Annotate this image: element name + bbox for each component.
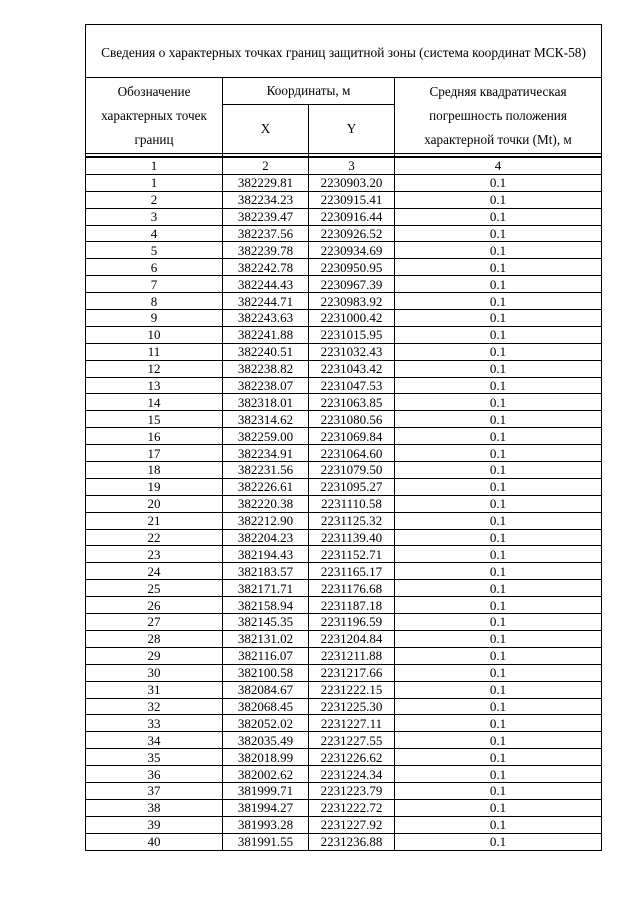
boundary-points-table xyxy=(85,24,602,851)
header-designation: Обозначение характерных точек границ xyxy=(86,78,223,154)
table-row xyxy=(86,766,602,783)
table-row xyxy=(86,732,602,749)
error-cell: 0.1 xyxy=(395,782,602,799)
x-coordinate-cell: 381993.28 xyxy=(223,816,309,833)
point-number-cell: 34 xyxy=(86,732,223,749)
table-row xyxy=(86,326,602,343)
y-coordinate-cell: 2231227.55 xyxy=(309,732,395,749)
y-coordinate-cell: 2231015.95 xyxy=(309,326,395,343)
point-number-cell: 22 xyxy=(86,529,223,546)
point-number-cell: 35 xyxy=(86,749,223,766)
x-coordinate-cell: 382226.61 xyxy=(223,478,309,495)
table-row xyxy=(86,580,602,597)
point-number-cell: 14 xyxy=(86,394,223,411)
y-coordinate-cell: 2231152.71 xyxy=(309,546,395,563)
point-number-cell: 17 xyxy=(86,445,223,462)
point-number-cell: 2 xyxy=(86,191,223,208)
error-cell: 0.1 xyxy=(395,495,602,512)
y-coordinate-cell: 2231047.53 xyxy=(309,377,395,394)
point-number-cell: 4 xyxy=(86,225,223,242)
table-row xyxy=(86,799,602,816)
error-cell: 0.1 xyxy=(395,191,602,208)
point-number-cell: 6 xyxy=(86,259,223,276)
error-cell: 0.1 xyxy=(395,326,602,343)
document-page xyxy=(85,24,601,851)
x-coordinate-cell: 382212.90 xyxy=(223,512,309,529)
table-row xyxy=(86,647,602,664)
header-y: Y xyxy=(309,105,395,154)
x-coordinate-cell: 382183.57 xyxy=(223,563,309,580)
error-cell: 0.1 xyxy=(395,174,602,191)
y-coordinate-cell: 2231063.85 xyxy=(309,394,395,411)
error-cell: 0.1 xyxy=(395,242,602,259)
table-row xyxy=(86,191,602,208)
error-cell: 0.1 xyxy=(395,529,602,546)
error-cell: 0.1 xyxy=(395,698,602,715)
point-number-cell: 23 xyxy=(86,546,223,563)
point-number-cell: 31 xyxy=(86,681,223,698)
table-row xyxy=(86,377,602,394)
x-coordinate-cell: 382018.99 xyxy=(223,749,309,766)
y-coordinate-cell: 2231223.79 xyxy=(309,782,395,799)
error-cell: 0.1 xyxy=(395,766,602,783)
x-coordinate-cell: 382237.56 xyxy=(223,225,309,242)
point-number-cell: 5 xyxy=(86,242,223,259)
x-coordinate-cell: 382242.78 xyxy=(223,259,309,276)
x-coordinate-cell: 382220.38 xyxy=(223,495,309,512)
error-cell: 0.1 xyxy=(395,259,602,276)
y-coordinate-cell: 2230926.52 xyxy=(309,225,395,242)
point-number-cell: 33 xyxy=(86,715,223,732)
x-coordinate-cell: 382116.07 xyxy=(223,647,309,664)
y-coordinate-cell: 2231043.42 xyxy=(309,360,395,377)
error-cell: 0.1 xyxy=(395,799,602,816)
error-cell: 0.1 xyxy=(395,462,602,479)
table-row xyxy=(86,816,602,833)
x-coordinate-cell: 382035.49 xyxy=(223,732,309,749)
x-coordinate-cell: 382002.62 xyxy=(223,766,309,783)
column-number-row xyxy=(86,157,602,174)
x-coordinate-cell: 382239.47 xyxy=(223,208,309,225)
x-coordinate-cell: 382244.43 xyxy=(223,276,309,293)
y-coordinate-cell: 2231226.62 xyxy=(309,749,395,766)
x-coordinate-cell: 382145.35 xyxy=(223,614,309,631)
y-coordinate-cell: 2231224.34 xyxy=(309,766,395,783)
error-cell: 0.1 xyxy=(395,546,602,563)
table-row xyxy=(86,630,602,647)
point-number-cell: 25 xyxy=(86,580,223,597)
error-cell: 0.1 xyxy=(395,732,602,749)
x-coordinate-cell: 381991.55 xyxy=(223,833,309,850)
point-number-cell: 29 xyxy=(86,647,223,664)
table-row xyxy=(86,310,602,327)
error-cell: 0.1 xyxy=(395,715,602,732)
error-cell: 0.1 xyxy=(395,394,602,411)
x-coordinate-cell: 382244.71 xyxy=(223,293,309,310)
table-row xyxy=(86,664,602,681)
error-cell: 0.1 xyxy=(395,816,602,833)
point-number-cell: 20 xyxy=(86,495,223,512)
x-coordinate-cell: 382158.94 xyxy=(223,597,309,614)
table-row xyxy=(86,529,602,546)
table-row xyxy=(86,174,602,191)
table-row xyxy=(86,495,602,512)
table-row xyxy=(86,597,602,614)
x-coordinate-cell: 382234.23 xyxy=(223,191,309,208)
table-row xyxy=(86,462,602,479)
point-number-cell: 40 xyxy=(86,833,223,850)
table-title-row xyxy=(86,25,602,78)
point-number-cell: 10 xyxy=(86,326,223,343)
point-number-cell: 27 xyxy=(86,614,223,631)
y-coordinate-cell: 2231196.59 xyxy=(309,614,395,631)
y-coordinate-cell: 2230915.41 xyxy=(309,191,395,208)
error-cell: 0.1 xyxy=(395,411,602,428)
x-coordinate-cell: 382318.01 xyxy=(223,394,309,411)
error-cell: 0.1 xyxy=(395,276,602,293)
point-number-cell: 11 xyxy=(86,343,223,360)
point-number-cell: 3 xyxy=(86,208,223,225)
x-coordinate-cell: 382239.78 xyxy=(223,242,309,259)
point-number-cell: 19 xyxy=(86,478,223,495)
y-coordinate-cell: 2231222.72 xyxy=(309,799,395,816)
column-number: 1 xyxy=(86,157,223,174)
table-body xyxy=(86,157,602,850)
y-coordinate-cell: 2231064.60 xyxy=(309,445,395,462)
x-coordinate-cell: 382231.56 xyxy=(223,462,309,479)
table-row xyxy=(86,698,602,715)
point-number-cell: 12 xyxy=(86,360,223,377)
error-cell: 0.1 xyxy=(395,614,602,631)
y-coordinate-cell: 2231000.42 xyxy=(309,310,395,327)
error-cell: 0.1 xyxy=(395,512,602,529)
point-number-cell: 7 xyxy=(86,276,223,293)
y-coordinate-cell: 2231079.50 xyxy=(309,462,395,479)
y-coordinate-cell: 2231204.84 xyxy=(309,630,395,647)
table-row xyxy=(86,394,602,411)
point-number-cell: 16 xyxy=(86,428,223,445)
y-coordinate-cell: 2231222.15 xyxy=(309,681,395,698)
point-number-cell: 26 xyxy=(86,597,223,614)
header-row-1 xyxy=(86,78,602,105)
table-row xyxy=(86,749,602,766)
x-coordinate-cell: 382131.02 xyxy=(223,630,309,647)
table-row xyxy=(86,681,602,698)
y-coordinate-cell: 2231236.88 xyxy=(309,833,395,850)
y-coordinate-cell: 2231032.43 xyxy=(309,343,395,360)
y-coordinate-cell: 2231187.18 xyxy=(309,597,395,614)
y-coordinate-cell: 2231217.66 xyxy=(309,664,395,681)
table-row xyxy=(86,360,602,377)
table-row xyxy=(86,225,602,242)
error-cell: 0.1 xyxy=(395,208,602,225)
y-coordinate-cell: 2230934.69 xyxy=(309,242,395,259)
table-row xyxy=(86,614,602,631)
x-coordinate-cell: 382259.00 xyxy=(223,428,309,445)
table-row xyxy=(86,715,602,732)
error-cell: 0.1 xyxy=(395,445,602,462)
error-cell: 0.1 xyxy=(395,377,602,394)
table-row xyxy=(86,242,602,259)
x-coordinate-cell: 382238.07 xyxy=(223,377,309,394)
error-cell: 0.1 xyxy=(395,630,602,647)
table-row xyxy=(86,343,602,360)
x-coordinate-cell: 382243.63 xyxy=(223,310,309,327)
point-number-cell: 30 xyxy=(86,664,223,681)
x-coordinate-cell: 381994.27 xyxy=(223,799,309,816)
y-coordinate-cell: 2231176.68 xyxy=(309,580,395,597)
x-coordinate-cell: 382194.43 xyxy=(223,546,309,563)
y-coordinate-cell: 2230916.44 xyxy=(309,208,395,225)
y-coordinate-cell: 2231125.32 xyxy=(309,512,395,529)
table-row xyxy=(86,293,602,310)
point-number-cell: 38 xyxy=(86,799,223,816)
error-cell: 0.1 xyxy=(395,310,602,327)
column-number: 4 xyxy=(395,157,602,174)
error-cell: 0.1 xyxy=(395,681,602,698)
table-row xyxy=(86,833,602,850)
x-coordinate-cell: 381999.71 xyxy=(223,782,309,799)
table-row xyxy=(86,259,602,276)
error-cell: 0.1 xyxy=(395,293,602,310)
table-row xyxy=(86,782,602,799)
y-coordinate-cell: 2231080.56 xyxy=(309,411,395,428)
y-coordinate-cell: 2231211.88 xyxy=(309,647,395,664)
table-row xyxy=(86,445,602,462)
x-coordinate-cell: 382314.62 xyxy=(223,411,309,428)
error-cell: 0.1 xyxy=(395,478,602,495)
y-coordinate-cell: 2230967.39 xyxy=(309,276,395,293)
error-cell: 0.1 xyxy=(395,647,602,664)
point-number-cell: 28 xyxy=(86,630,223,647)
y-coordinate-cell: 2231165.17 xyxy=(309,563,395,580)
error-cell: 0.1 xyxy=(395,833,602,850)
x-coordinate-cell: 382229.81 xyxy=(223,174,309,191)
x-coordinate-cell: 382084.67 xyxy=(223,681,309,698)
table-row xyxy=(86,411,602,428)
y-coordinate-cell: 2231139.40 xyxy=(309,529,395,546)
x-coordinate-cell: 382234.91 xyxy=(223,445,309,462)
error-cell: 0.1 xyxy=(395,225,602,242)
header-x: X xyxy=(223,105,309,154)
y-coordinate-cell: 2231110.58 xyxy=(309,495,395,512)
x-coordinate-cell: 382240.51 xyxy=(223,343,309,360)
point-number-cell: 37 xyxy=(86,782,223,799)
point-number-cell: 18 xyxy=(86,462,223,479)
error-cell: 0.1 xyxy=(395,563,602,580)
error-cell: 0.1 xyxy=(395,580,602,597)
error-cell: 0.1 xyxy=(395,597,602,614)
point-number-cell: 15 xyxy=(86,411,223,428)
table-row xyxy=(86,208,602,225)
x-coordinate-cell: 382052.02 xyxy=(223,715,309,732)
point-number-cell: 8 xyxy=(86,293,223,310)
error-cell: 0.1 xyxy=(395,360,602,377)
point-number-cell: 9 xyxy=(86,310,223,327)
point-number-cell: 36 xyxy=(86,766,223,783)
error-cell: 0.1 xyxy=(395,428,602,445)
y-coordinate-cell: 2230950.95 xyxy=(309,259,395,276)
y-coordinate-cell: 2231095.27 xyxy=(309,478,395,495)
point-number-cell: 21 xyxy=(86,512,223,529)
x-coordinate-cell: 382171.71 xyxy=(223,580,309,597)
error-cell: 0.1 xyxy=(395,343,602,360)
error-cell: 0.1 xyxy=(395,664,602,681)
error-cell: 0.1 xyxy=(395,749,602,766)
y-coordinate-cell: 2231225.30 xyxy=(309,698,395,715)
table-row xyxy=(86,478,602,495)
table-row xyxy=(86,512,602,529)
y-coordinate-cell: 2231069.84 xyxy=(309,428,395,445)
x-coordinate-cell: 382100.58 xyxy=(223,664,309,681)
y-coordinate-cell: 2230983.92 xyxy=(309,293,395,310)
y-coordinate-cell: 2231227.92 xyxy=(309,816,395,833)
table-row xyxy=(86,563,602,580)
table-title: Сведения о характерных точках границ защитной зоны (система координат МСК-58) xyxy=(86,25,602,78)
point-number-cell: 39 xyxy=(86,816,223,833)
table-row xyxy=(86,428,602,445)
x-coordinate-cell: 382204.23 xyxy=(223,529,309,546)
x-coordinate-cell: 382238.82 xyxy=(223,360,309,377)
column-number: 3 xyxy=(309,157,395,174)
header-error: Средняя квадратическая погрешность положения характерной точки (Mt), м xyxy=(395,78,602,154)
y-coordinate-cell: 2230903.20 xyxy=(309,174,395,191)
header-coordinates: Координаты, м xyxy=(223,78,395,105)
point-number-cell: 32 xyxy=(86,698,223,715)
point-number-cell: 1 xyxy=(86,174,223,191)
y-coordinate-cell: 2231227.11 xyxy=(309,715,395,732)
column-number: 2 xyxy=(223,157,309,174)
x-coordinate-cell: 382241.88 xyxy=(223,326,309,343)
x-coordinate-cell: 382068.45 xyxy=(223,698,309,715)
point-number-cell: 24 xyxy=(86,563,223,580)
table-row xyxy=(86,546,602,563)
table-row xyxy=(86,276,602,293)
point-number-cell: 13 xyxy=(86,377,223,394)
